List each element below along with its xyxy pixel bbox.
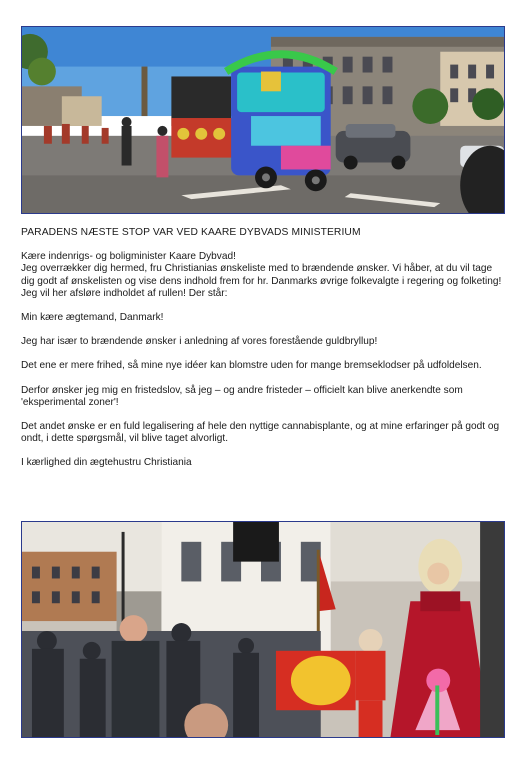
performance-image bbox=[22, 522, 504, 737]
wish-one-paragraph: Det ene er mere frihed, så mine nye idéer kan blomstre uden for mange bremseklodser på udfoldelsen. bbox=[21, 360, 482, 372]
page-heading: PARADENS NÆSTE STOP VAR VED KAARE DYBVADS MINISTERIUM bbox=[21, 227, 361, 238]
wish-one-detail-paragraph: Derfor ønsker jeg mig en fristedslov, så jeg – og andre fristeder – officielt kan blive anerkendte som 'eksperimental zoner'! bbox=[21, 384, 463, 408]
wish-two-paragraph: Det andet ønske er en fuld legalisering af hele den nyttige cannabisplante, og at mine erfaringer på godt og ondt, i dette spørgsmål, vil blive taget alvorligt. bbox=[21, 421, 500, 445]
parade-truck-image bbox=[22, 27, 504, 213]
parade-truck-photo bbox=[21, 26, 505, 214]
salutation-line: Min kære ægtemand, Danmark! bbox=[21, 312, 164, 324]
christiania-performance-photo bbox=[21, 521, 505, 738]
closing-line: I kærlighed din ægtehustru Christiania bbox=[21, 457, 192, 469]
greeting-line: Kære indenrigs- og boligminister Kaare Dybvad! bbox=[21, 251, 236, 263]
wishes-intro-paragraph: Jeg har især to brændende ønsker i anledning af vores forestående guldbryllup! bbox=[21, 336, 378, 348]
letter-text bbox=[21, 227, 505, 482]
intro-paragraph: Jeg overrækker dig hermed, fru Christianias ønskeliste med to brændende ønsker. Vi håber, at du vil tage dig godt af ønskelisten og vise dens indhold frem for hr. Danmarks øvrige folkevalgte i regering og folketing! Jeg vil her afsløre indholdet af rullen! Der står: bbox=[21, 263, 502, 299]
